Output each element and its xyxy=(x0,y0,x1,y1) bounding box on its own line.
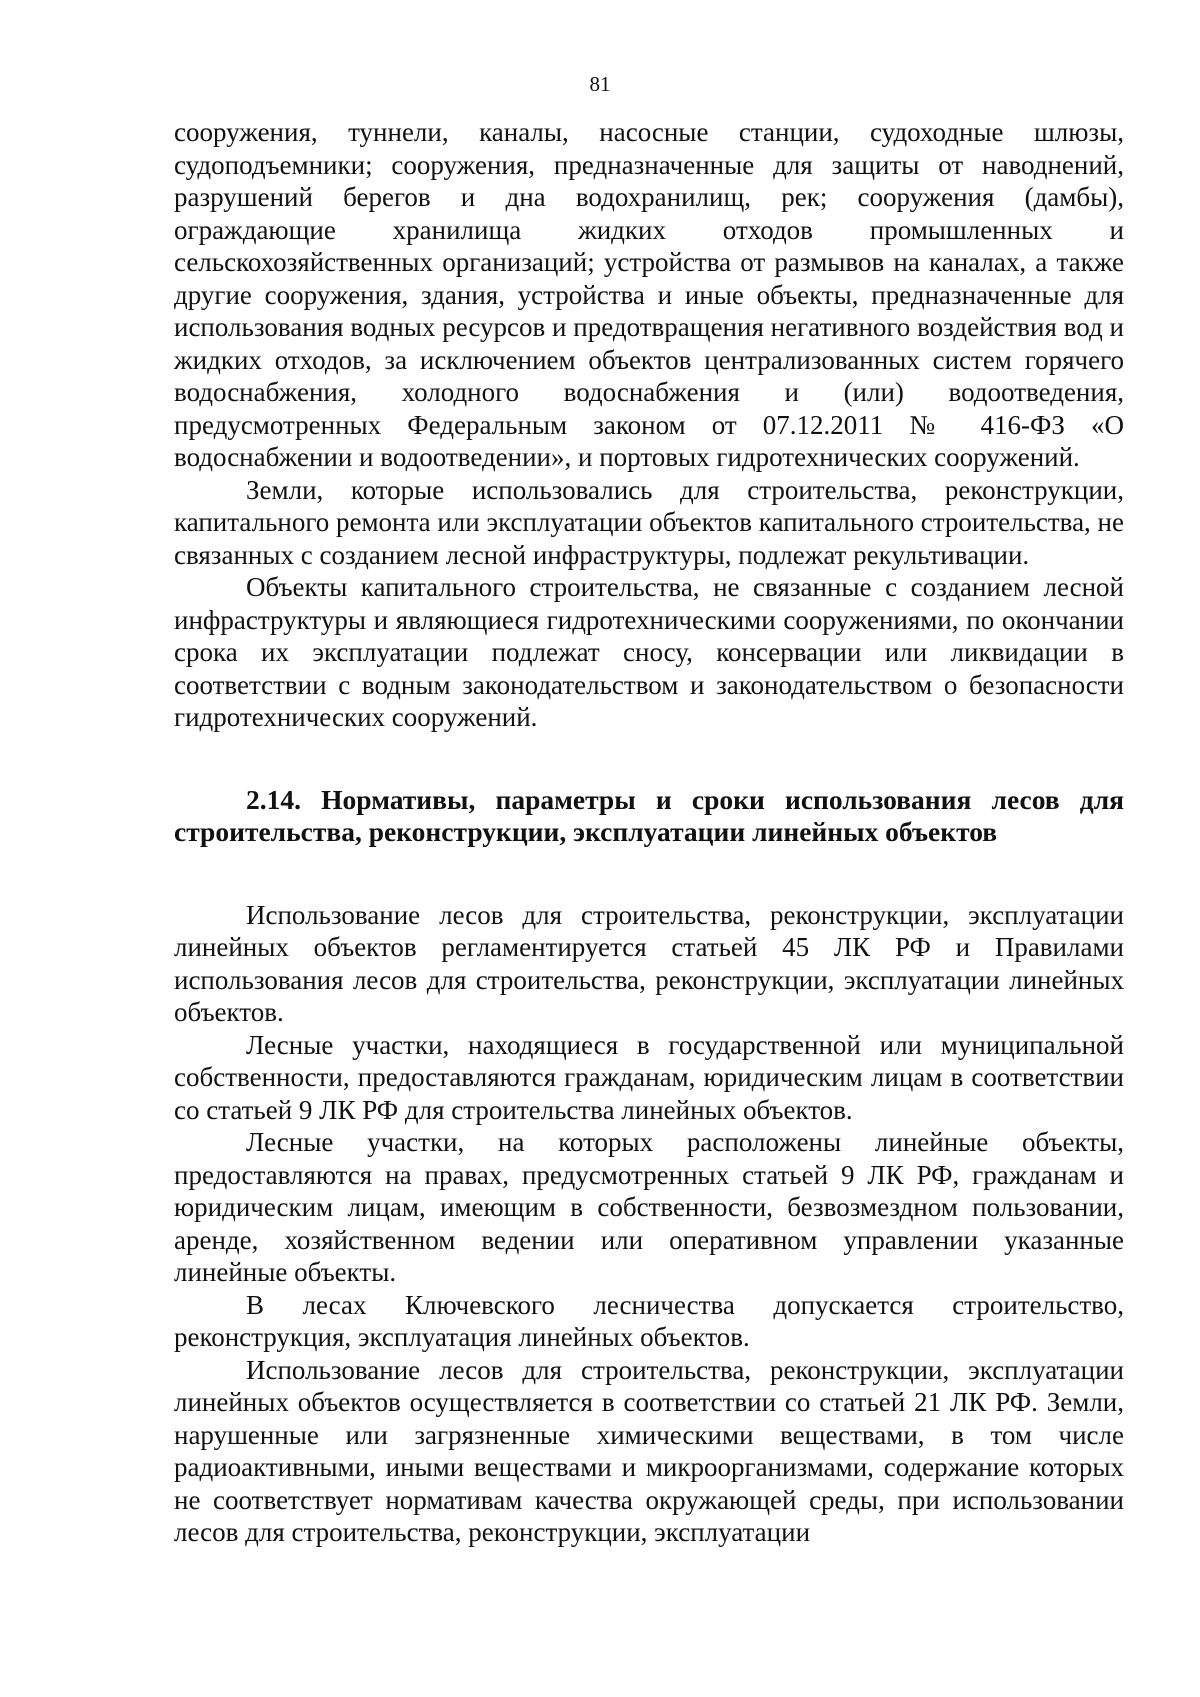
page-number: 81 xyxy=(589,72,611,96)
paragraph-land-plots-ownership: Лесные участки, находящиеся в государственной или муниципальной собственности, предоставляются гражданам, юридическим лицам в соответствии со статьей 9 ЛК РФ для строительства линейных объектов. xyxy=(174,1029,1124,1125)
paragraph-article-21: Использование лесов для строительства, реконструкции, эксплуатации линейных объектов осуществляется в соответствии со статьей 21 ЛК РФ. Земли, нарушенные или загрязненные химическими веществами, в том числе радиоактивными, иными веществами и микроорганизмами, содержание которых не соответствует нормативам качества окружающей среды, при использовании лесов для строительства, реконструкции, эксплуатации xyxy=(174,1354,1124,1547)
paragraph-regulation: Использование лесов для строительства, реконструкции, эксплуатации линейных объектов регламентируется статьей 45 ЛК РФ и Правилами использования лесов для строительства, реконструкции, эксплуатации линейных объектов. xyxy=(174,899,1124,1027)
paragraph-continuation: сооружения, туннели, каналы, насосные станции, судоходные шлюзы, судоподъемники; сооружения, предназначенные для защиты от наводнений, разрушений берегов и дна водохранилищ, рек; сооружения (дамбы), ограждающие хранилища жидких отходов промышленных и сельскохозяйственных организаций; устройства от размывов на каналах, а также другие сооружения, здания, устройства и иные объекты, предназначенные для использования водных ресурсов и предотвращения негативного воздействия вод и жидких отходов, за исключением объектов централизованных систем горячего водоснабжения, холодного водоснабжения и (или) водоотведения, предусмотренных Федеральным законом от 07.12.2011 № 416-ФЗ «О водоснабжении и водоотведении», и портовых гидротехнических сооружений. xyxy=(174,117,1124,472)
paragraph-land-plots-rights: Лесные участки, на которых расположены линейные объекты, предоставляются на правах, предусмотренных статьей 9 ЛК РФ, гражданам и юридическим лицам, имеющим в собственности, безвозмездном пользовании, аренде, хозяйственном ведении или оперативном управлении указанные линейные объекты. xyxy=(174,1127,1124,1287)
paragraph-hydrotechnical-objects: Объекты капитального строительства, не связанные с созданием лесной инфраструктуры и являющиеся гидротехническими сооружениями, по окончании срока их эксплуатации подлежат сносу, консервации или ликвидации в соответствии с водным законодательством и законодательством о безопасности гидротехнических сооружений. xyxy=(174,572,1124,732)
section-heading: 2.14. Нормативы, параметры и сроки использования лесов для строительства, реконструкции, эксплуатации линейных объектов xyxy=(174,783,1124,847)
paragraph-land-reclamation: Земли, которые использовались для строительства, реконструкции, капитального ремонта или эксплуатации объектов капитального строительства, не связанных с созданием лесной инфраструктуры, подлежат рекультивации. xyxy=(174,474,1124,570)
paragraph-forestry-permission: В лесах Ключевского лесничества допускается строительство, реконструкция, эксплуатация линейных объектов. xyxy=(174,1289,1124,1352)
document-body xyxy=(174,116,1124,1549)
